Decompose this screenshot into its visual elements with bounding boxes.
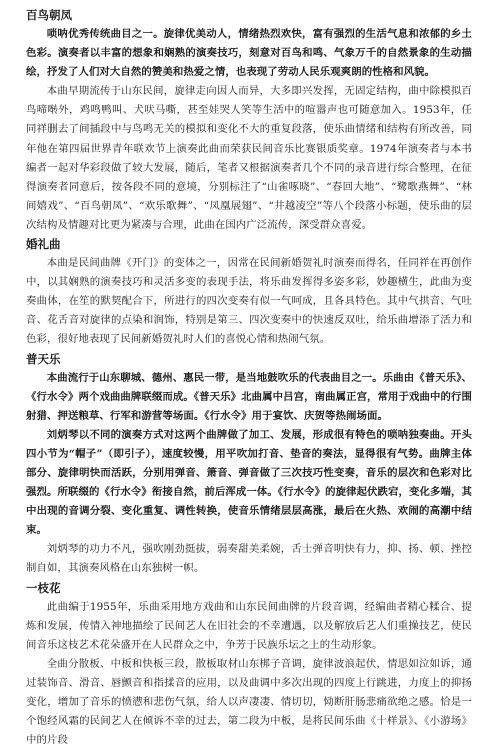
section-title: 一枝花: [26, 580, 61, 595]
paragraph: 刘炳琴的功力不凡，强吹刚劲挺拔，弱奏甜美柔婉，舌士弹音明快有力，抑、扬、顿、挫控制自如，其演奏风格在山东独树一帜。: [26, 543, 472, 575]
section-bainiao: [26, 6, 472, 235]
section-title: 百鸟朝凤: [26, 8, 72, 22]
section-putianle: [26, 350, 472, 579]
paragraph: 唢呐优秀传统曲目之一。旋律优美动人，情绪热烈欢快，富有强烈的生活气息和浓郁的乡土色彩。演奏者以丰富的想象和娴熟的演奏技巧，刻意对百鸟和鸣、气象万千的自然景象的生动描绘，抒发了人们对大自然的赞美和热爱之情，也表现了劳动人民乐观爽朗的性格和风貌。: [26, 28, 472, 79]
paragraph: 全曲分散板、中板和快板三段，散板取材山东梆子音调，旋律波浪起伏，情思如泣如诉，通过装饰音、滑音、唇颤音和指揉音的应用，以及曲调中多次出现的四度上行跳进，力度上的抑扬变化，增加了音乐的愤懑和悲伤气氛，给人以声凄凄、情切切，恸断肝肠悲痛欲绝之感。恰是一个饱经风霜的民间艺人在倾诉不幸的过去，第二段为中板，是将民间乐曲《十样景》、《小游场》中的片段: [26, 657, 472, 747]
paragraph: 刘炳琴以不同的演奏方式对这两个曲牌做了加工、发展，形成很有特色的唢呐独奏曲。开头四小节为“帽子”（即引子），速度较慢，用平吹加打音、垫音的奏法，显得很有气势。曲牌主体部分、旋律明快而活跃，分别用弹音、箫音、弹音做了三次技巧性变奏，音乐的层次和色彩对比强烈。所联缀的《行水令》衔接自然，前后浑成一体。《行水令》的旋律起伏跌宕，变化多端，其中出现的音调分裂、变化重复、调性转换，使音乐情绪层层高涨，最后在火热、欢闹的高潮中结束。: [26, 428, 472, 537]
paragraph: 本曲早期流传于山东民间，旋律走向因人而异，大多即兴发挥，无固定结构，曲中除模拟百鸟啼啭外，鸡鸣鸭叫、犬吠马嘶，甚至娃哭人笑等生活中的喧嚣声也可随意加入。1953年，任同祥删去了间插段中与鸟鸣无关的模拟和变化不大的重复段落，使乐曲情绪和结构有所改善，同年他在第四届世界青年联欢节上演奏此曲而荣获民间音乐比赛银质奖章。1974年演奏者与本书编者一起对华彩段做了较大发展，随后，笔者又根据演奏者几个不同的录音进行综合整理，在征得演奏者同意后，按各段不同的意境，分别标注了“山雀啄晓”、“春回大地”、“鹭歌燕舞”、“林间嬉戏”、“百鸟朝凤”、“欢乐歌舞”、“凤凰展翅”、“井越凌空”等八个段落小标题，使乐曲的层次结构及情趣对比更为紧凑与合理，此曲在国内广泛流传，深受群众喜爱。: [26, 85, 472, 231]
section-title: 普天乐: [26, 351, 61, 366]
section-yizhihua: [26, 579, 472, 750]
section-title: 婚礼曲: [26, 237, 61, 252]
section-hunli: [26, 235, 472, 349]
paragraph: 此曲编于1955年，乐曲采用地方戏曲和山东民间曲牌的片段音调，经编曲者精心糅合、提炼和发展，传情入神地描绘了民间艺人在旧社会的不幸遭遇，以及解放后艺人们重操技艺，使民间音乐这枝艺术花朵盛开在人民群众之中，争芳于民族乐坛之上的生动形象。: [26, 600, 472, 651]
paragraph: 本曲是民间曲牌《开门》的变体之一，因常在民间新婚贺礼时演奏而得名，任同祥在再创作中，以其娴熟的演奏技巧和灵活多变的表现手法，将乐曲发挥得多姿多彩，妙趣横生，此曲为变奏曲体，在笙的默契配合下，所进行的四次变奏有似一气呵成，且各具特色。其中气拱音、气吐音、花舌音对旋律的点染和润饰，特别是第三、四次变奏中的快速反双吐，给乐曲增添了活力和色彩，很好地表现了民间新婚贺礼时人们的喜悦心情和热闹气氛。: [26, 257, 472, 346]
document-page: [26, 6, 472, 750]
paragraph: 本曲流行于山东聊城、德州、惠民一带，是当地鼓吹乐的代表曲目之一。乐曲由《普天乐》、《行水令》两个戏曲曲牌联缀而成。《普天乐》北曲属中吕宫，南曲属正宫，常用于戏曲中的行围射猎、押送粮草、行军和游营等场面。《行水令》用于宴饮、庆贺等热闹场面。: [26, 371, 472, 422]
